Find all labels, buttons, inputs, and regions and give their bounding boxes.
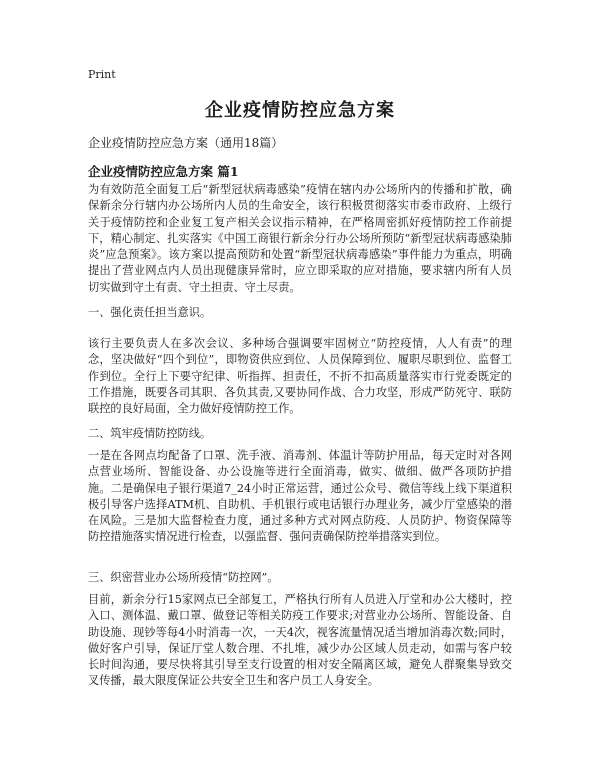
control-network-paragraph: 目前，新余分行15家网点已全部复工，严格执行所有人员进入厅堂和办公大楼时，控入口、测体温、戴口罩、做登记等相关防疫工作要求;对营业办公场所、智能设备、自助设施、现钞等每4小时消毒一次，一天4次，视客流量情况适当增加消毒次数;同时，做好客户引导，保证厅堂人数合理、不扎堆，减少办公区域人员走动，如需与客户较长时间沟通，要尽快将其引导至支行设置的相对安全隔离区域，避免人群聚集导致交叉传播，最大限度保证公共安全卫生和客户员工人身安全。 (88, 593, 512, 688)
document-subtitle: 企业疫情防控应急方案（通用18篇） (88, 136, 284, 150)
print-link[interactable]: Print (88, 68, 116, 81)
page-title: 企业疫情防控应急方案 (205, 100, 395, 121)
heading-defense-line: 二、筑牢疫情防控防线。 (88, 427, 212, 440)
intro-paragraph: 为有效防范全面复工后“新型冠状病毒感染”疫情在辖内办公场所内的传播和扩散，确保新余分行辖内办公场所内人员的生命安全，该行积极贯彻落实市委市政府、上级行关于疫情防控和企业复工复产相关会议指示精神，在严格周密抓好疫情防控工作前提下，精心制定、扎实落实《中国工商银行新余分行办公场所预防“新型冠状病毒感染肺炎”应急预案》。该方案以提高预防和处置“新型冠状病毒感染”事件能力为重点，明确提出了营业网点内人员出现健康异常时，应立即采取的应对措施，要求辖内所有人员切实做到守土有责、守土担责、守土尽责。 (88, 183, 512, 294)
defense-line-paragraph: 一是在各网点均配备了口罩、洗手液、消毒剂、体温计等防护用品，每天定时对各网点营业场所、智能设备、办公设施等进行全面消毒，做实、做细、做严各项防护措施。二是确保电子银行渠道7_24小时正常运营，通过公众号、微信等线上线下渠道积极引导客户选择ATM机、自助机、手机银行或电话银行办理业务，减少厅堂感染的潜在风险。三是加大监督检查力度，通过多种方式对网点防疫、人员防护、物资保障等防控措施落实情况进行检查，以强监督、强问责确保防控举措落实到位。 (88, 449, 512, 544)
heading-control-network: 三、织密营业办公场所疫情“防控网”。 (88, 571, 279, 584)
responsibility-paragraph: 该行主要负责人在多次会议、多种场合强调要牢固树立“防控疫情，人人有责”的理念，坚决做好“四个到位”，即物资供应到位、人员保障到位、履职尽职到位、监督工作到位。全行上下要守纪律、听指挥、担责任，不折不扣高质量落实市行党委既定的工作措施，既要各司其职、各负其责,又要协同作战、合力攻坚，形成严防死守、联防联控的良好局面，全力做好疫情防控工作。 (88, 337, 512, 416)
section-title: 企业疫情防控应急方案 篇1 (88, 164, 239, 179)
heading-responsibility: 一、强化责任担当意识。 (88, 306, 212, 319)
